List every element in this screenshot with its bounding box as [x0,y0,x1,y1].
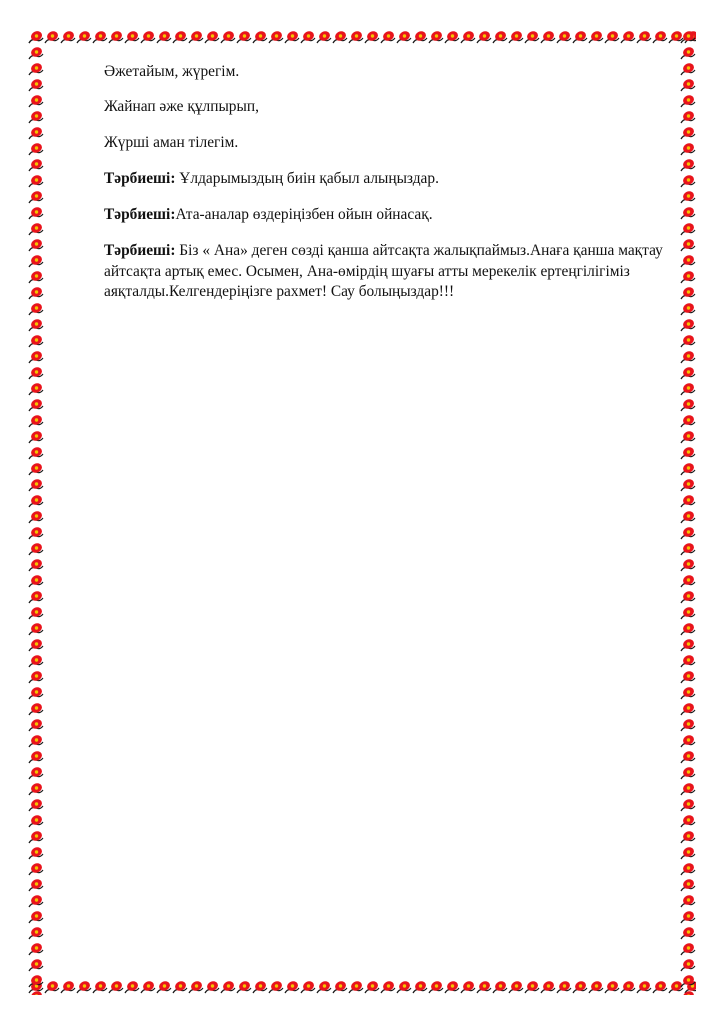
flower-border-left [28,29,44,995]
flower-border-top [28,29,696,45]
dialogue-1 [104,169,700,189]
speaker-label: Тәрбиеші: [104,170,176,187]
flower-border-bottom [28,979,696,995]
poem-line-1: Әжетайым, жүрегім. [104,63,240,80]
dialogue-3 [104,241,700,303]
dialogue-text: Ұлдарымыздың биін қабыл алыңыздар. [175,170,439,187]
speaker-label: Тәрбиеші: [104,206,176,223]
speaker-label: Тәрбиеші: [104,242,176,259]
poem-line-2: Жайнап әже құлпырып, [104,98,259,115]
document-body [104,62,700,319]
dialogue-text: Ата-аналар өздеріңізбен ойын ойнасақ. [175,206,433,223]
dialogue-text: Біз « Ана» деген сөзді қанша айтсақта жалықпаймыз.Анаға қанша мақтау айтсақта артық емес. Осымен, Ана-өмірдің шуағы атты мерекелік ертеңгілігіміз аяқталды.Келгендеріңізге рахмет! Сау болыңыздар!!! [104,242,663,300]
dialogue-2 [104,205,700,225]
poem-line-3: Жүрші аман тілегім. [104,134,239,151]
